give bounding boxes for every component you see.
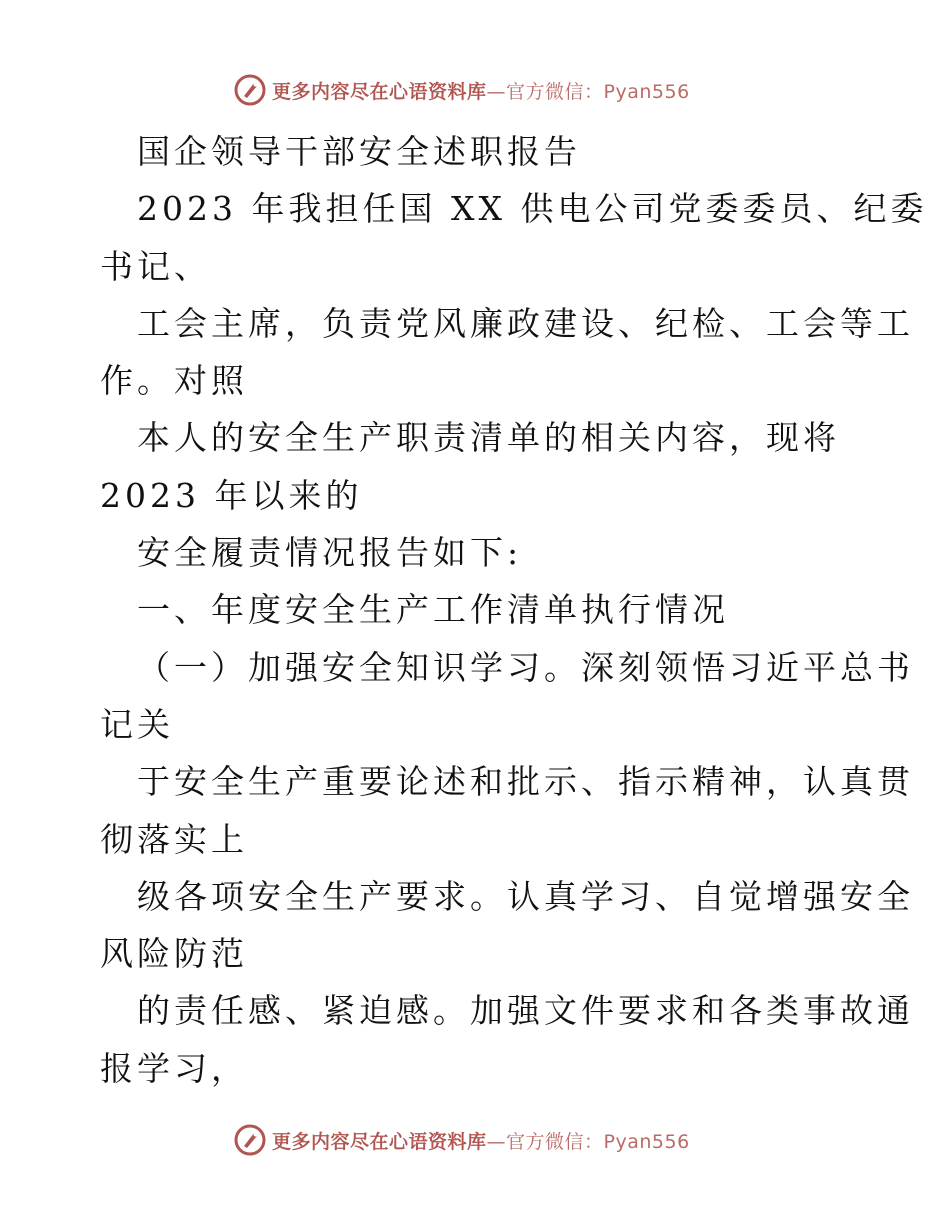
document-line: 2023 年以来的 bbox=[100, 475, 363, 515]
banner-dash: — bbox=[486, 1130, 507, 1153]
document-line: 级各项安全生产要求。认真学习、自觉增强安全 bbox=[137, 876, 914, 916]
document-line: 作。对照 bbox=[100, 361, 248, 401]
pen-nib-logo-icon bbox=[234, 1124, 266, 1156]
document-line: 一、年度安全生产工作清单执行情况 bbox=[137, 590, 729, 630]
document-line: （一）加强安全知识学习。深刻领悟习近平总书 bbox=[137, 647, 914, 687]
pen-nib-logo-icon bbox=[234, 74, 266, 106]
banner-wechat-label: 官方微信： bbox=[506, 1130, 604, 1153]
document-line: 国企领导干部安全述职报告 bbox=[137, 132, 581, 171]
document-line: 工会主席，负责党风廉政建设、纪检、工会等工 bbox=[137, 303, 914, 343]
document-line: 本人的安全生产职责清单的相关内容，现将 bbox=[137, 418, 840, 458]
document-body bbox=[100, 123, 928, 1097]
footer-banner bbox=[234, 1120, 690, 1160]
banner-brand: 更多内容尽在心语资料库 bbox=[272, 80, 487, 103]
document-line: 书记、 bbox=[100, 246, 211, 286]
banner-wechat-label: 官方微信： bbox=[506, 80, 604, 103]
banner-wechat-id: Pyan556 bbox=[603, 80, 690, 103]
document-line: 于安全生产重要论述和批示、指示精神，认真贯 bbox=[137, 762, 914, 802]
document-line: 2023 年我担任国 XX 供电公司党委委员、纪委 bbox=[137, 189, 928, 229]
banner-text bbox=[272, 1127, 690, 1154]
banner-text bbox=[272, 77, 690, 104]
document-line: 记关 bbox=[100, 704, 174, 744]
header-banner bbox=[234, 70, 690, 110]
document-line: 安全履责情况报告如下: bbox=[137, 533, 523, 573]
banner-wechat-id: Pyan556 bbox=[603, 1130, 690, 1153]
document-line: 风险防范 bbox=[100, 934, 248, 974]
document-line: 报学习， bbox=[100, 1048, 248, 1088]
banner-brand: 更多内容尽在心语资料库 bbox=[272, 1130, 487, 1153]
banner-dash: — bbox=[486, 80, 507, 103]
document-line: 的责任感、紧迫感。加强文件要求和各类事故通 bbox=[137, 991, 914, 1031]
document-line: 彻落实上 bbox=[100, 819, 248, 859]
